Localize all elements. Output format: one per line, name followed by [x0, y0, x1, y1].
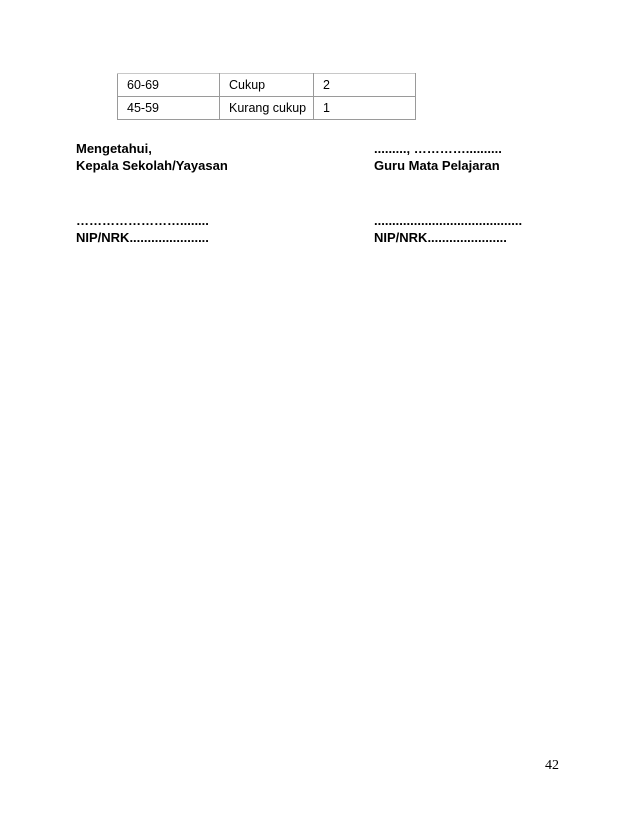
teacher-name-placeholder: ......................................... [374, 213, 523, 228]
table-row [118, 97, 416, 120]
table-cell-score-range: 60-69 [118, 74, 220, 97]
teacher-nip: NIP/NRK...................... [374, 230, 507, 245]
teacher-title: Guru Mata Pelajaran [374, 158, 500, 173]
table-cell-grade-value: 2 [314, 74, 416, 97]
signature-block-right [374, 140, 502, 174]
principal-title: Kepala Sekolah/Yayasan [76, 158, 228, 173]
acknowledged-label: Mengetahui, [76, 141, 152, 156]
principal-name-placeholder: ……………………........ [76, 213, 209, 228]
grade-table [117, 73, 416, 120]
table-cell-grade-label: Kurang cukup [220, 97, 314, 120]
table-cell-score-range: 45-59 [118, 97, 220, 120]
place-date-placeholder: ........., ………….......... [374, 141, 502, 156]
principal-nip: NIP/NRK...................... [76, 230, 209, 245]
signature-block-left [76, 140, 228, 174]
signature-line-left [76, 212, 209, 246]
table-row [118, 74, 416, 97]
table-cell-grade-value: 1 [314, 97, 416, 120]
signature-line-right [374, 212, 522, 246]
table-cell-grade-label: Cukup [220, 74, 314, 97]
page-number: 42 [545, 758, 559, 773]
